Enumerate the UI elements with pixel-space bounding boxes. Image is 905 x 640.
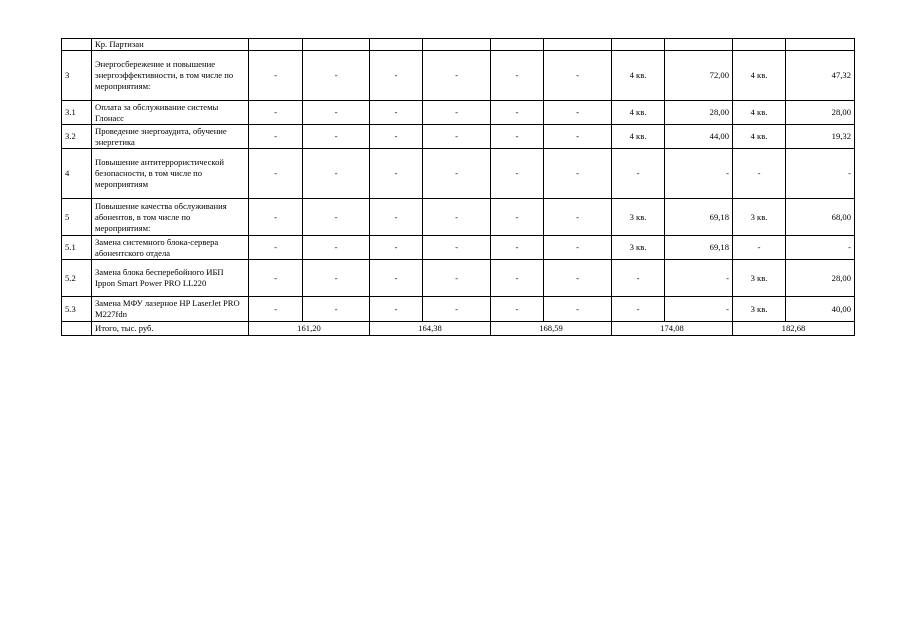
table-cell: - xyxy=(423,199,491,236)
total-label: Итого, тыс. руб. xyxy=(92,322,249,336)
table-body xyxy=(62,39,855,336)
table-cell: 72,00 xyxy=(665,51,733,101)
row-number: 4 xyxy=(62,149,92,199)
table-cell: - xyxy=(423,260,491,297)
table-row xyxy=(62,39,855,51)
table-cell: - xyxy=(544,260,612,297)
total-value: 174,08 xyxy=(612,322,733,336)
table-cell: 4 кв. xyxy=(733,51,786,101)
table-cell: - xyxy=(544,51,612,101)
table-cell: - xyxy=(612,149,665,199)
table-cell: - xyxy=(423,101,491,125)
table-cell: - xyxy=(544,101,612,125)
table-cell: - xyxy=(612,260,665,297)
table-cell: - xyxy=(370,260,423,297)
table-cell: - xyxy=(491,101,544,125)
row-number: 5 xyxy=(62,199,92,236)
table-cell: - xyxy=(303,149,370,199)
table-cell: - xyxy=(249,199,303,236)
row-number: 3.1 xyxy=(62,101,92,125)
table-row xyxy=(62,260,855,297)
table-cell: - xyxy=(370,125,423,149)
table-cell: - xyxy=(544,199,612,236)
table-cell: - xyxy=(423,125,491,149)
row-name: Энергосбережение и повышение энергоэффективности, в том числе по мероприятиям: xyxy=(92,51,249,101)
table-cell: 19,32 xyxy=(786,125,855,149)
table-cell: 40,00 xyxy=(786,297,855,322)
table-cell: - xyxy=(491,51,544,101)
row-name: Замена системного блока-сервера абонентского отдела xyxy=(92,236,249,260)
table-cell: 47,32 xyxy=(786,51,855,101)
total-value: 164,38 xyxy=(370,322,491,336)
table-cell: - xyxy=(491,125,544,149)
row-number: 3.2 xyxy=(62,125,92,149)
table-cell: - xyxy=(249,236,303,260)
table-cell: 28,00 xyxy=(665,101,733,125)
row-name: Кр. Партизан xyxy=(92,39,249,51)
table-cell: 4 кв. xyxy=(612,101,665,125)
table-cell: - xyxy=(786,149,855,199)
table-cell: - xyxy=(544,149,612,199)
table-cell: - xyxy=(733,236,786,260)
row-number: 5.2 xyxy=(62,260,92,297)
row-name: Повышение антитеррористической безопасности, в том числе по мероприятиям xyxy=(92,149,249,199)
table-cell: - xyxy=(491,297,544,322)
table-cell: - xyxy=(665,149,733,199)
table-row xyxy=(62,101,855,125)
table-cell xyxy=(733,39,786,51)
total-value: 168,59 xyxy=(491,322,612,336)
total-empty-cell xyxy=(62,322,92,336)
table-cell: - xyxy=(249,149,303,199)
table-cell: - xyxy=(491,260,544,297)
row-number xyxy=(62,39,92,51)
total-value: 182,68 xyxy=(733,322,855,336)
table-cell: 3 кв. xyxy=(733,260,786,297)
table-row xyxy=(62,236,855,260)
table-cell: - xyxy=(423,297,491,322)
table-cell: - xyxy=(249,260,303,297)
table-cell: - xyxy=(612,297,665,322)
table-cell: 4 кв. xyxy=(612,51,665,101)
row-name: Проведение энергоаудита, обучение энергетика xyxy=(92,125,249,149)
table-cell: 4 кв. xyxy=(612,125,665,149)
table-cell: - xyxy=(303,101,370,125)
table-cell: - xyxy=(303,297,370,322)
table-cell: - xyxy=(491,149,544,199)
table-cell xyxy=(423,39,491,51)
row-number: 5.1 xyxy=(62,236,92,260)
table-cell: 28,00 xyxy=(786,260,855,297)
table-row xyxy=(62,51,855,101)
row-number: 3 xyxy=(62,51,92,101)
table-cell: - xyxy=(665,260,733,297)
table-cell: 3 кв. xyxy=(733,199,786,236)
table-cell: - xyxy=(370,51,423,101)
table-cell: - xyxy=(423,51,491,101)
table-cell xyxy=(612,39,665,51)
table-cell xyxy=(303,39,370,51)
table-cell: - xyxy=(733,149,786,199)
table-row xyxy=(62,125,855,149)
row-name: Оплата за обслуживание системы Глонасс xyxy=(92,101,249,125)
table-cell: - xyxy=(370,297,423,322)
table-cell: 4 кв. xyxy=(733,125,786,149)
table-cell: - xyxy=(665,297,733,322)
table-cell: 3 кв. xyxy=(733,297,786,322)
table-cell: - xyxy=(370,101,423,125)
table-cell xyxy=(370,39,423,51)
table-cell: - xyxy=(423,236,491,260)
table-cell xyxy=(544,39,612,51)
table-cell: - xyxy=(786,236,855,260)
row-name: Замена блока бесперебойного ИБП Ippon Smart Power PRO LL220 xyxy=(92,260,249,297)
table-cell: 68,00 xyxy=(786,199,855,236)
table-cell: 28,00 xyxy=(786,101,855,125)
table-cell: 69,18 xyxy=(665,199,733,236)
table-cell: - xyxy=(544,236,612,260)
table-row xyxy=(62,297,855,322)
table-cell: 69,18 xyxy=(665,236,733,260)
table-cell: 4 кв. xyxy=(733,101,786,125)
budget-table xyxy=(61,38,855,336)
table-cell xyxy=(665,39,733,51)
table-cell: - xyxy=(370,236,423,260)
total-value: 161,20 xyxy=(249,322,370,336)
table-cell: - xyxy=(303,236,370,260)
table-cell: - xyxy=(544,297,612,322)
total-row xyxy=(62,322,855,336)
table-row xyxy=(62,199,855,236)
table-cell: - xyxy=(491,199,544,236)
table-cell: - xyxy=(303,260,370,297)
table-cell: - xyxy=(249,51,303,101)
row-name: Замена МФУ лазерное HP LaserJet PRO M227fdn xyxy=(92,297,249,322)
table-cell: - xyxy=(491,236,544,260)
table-cell: - xyxy=(370,149,423,199)
table-cell xyxy=(786,39,855,51)
table-row xyxy=(62,149,855,199)
row-number: 5.3 xyxy=(62,297,92,322)
table-cell: 3 кв. xyxy=(612,199,665,236)
table-cell: - xyxy=(544,125,612,149)
table-cell: 44,00 xyxy=(665,125,733,149)
table-cell: - xyxy=(303,199,370,236)
table-cell: - xyxy=(249,101,303,125)
table-cell xyxy=(249,39,303,51)
table-cell: - xyxy=(249,125,303,149)
table-cell: - xyxy=(303,125,370,149)
table-cell: - xyxy=(249,297,303,322)
table-cell: - xyxy=(423,149,491,199)
row-name: Повышение качества обслуживания абонентов, в том числе по мероприятиям: xyxy=(92,199,249,236)
table-cell: - xyxy=(370,199,423,236)
table-cell: - xyxy=(303,51,370,101)
table-cell xyxy=(491,39,544,51)
table-cell: 3 кв. xyxy=(612,236,665,260)
